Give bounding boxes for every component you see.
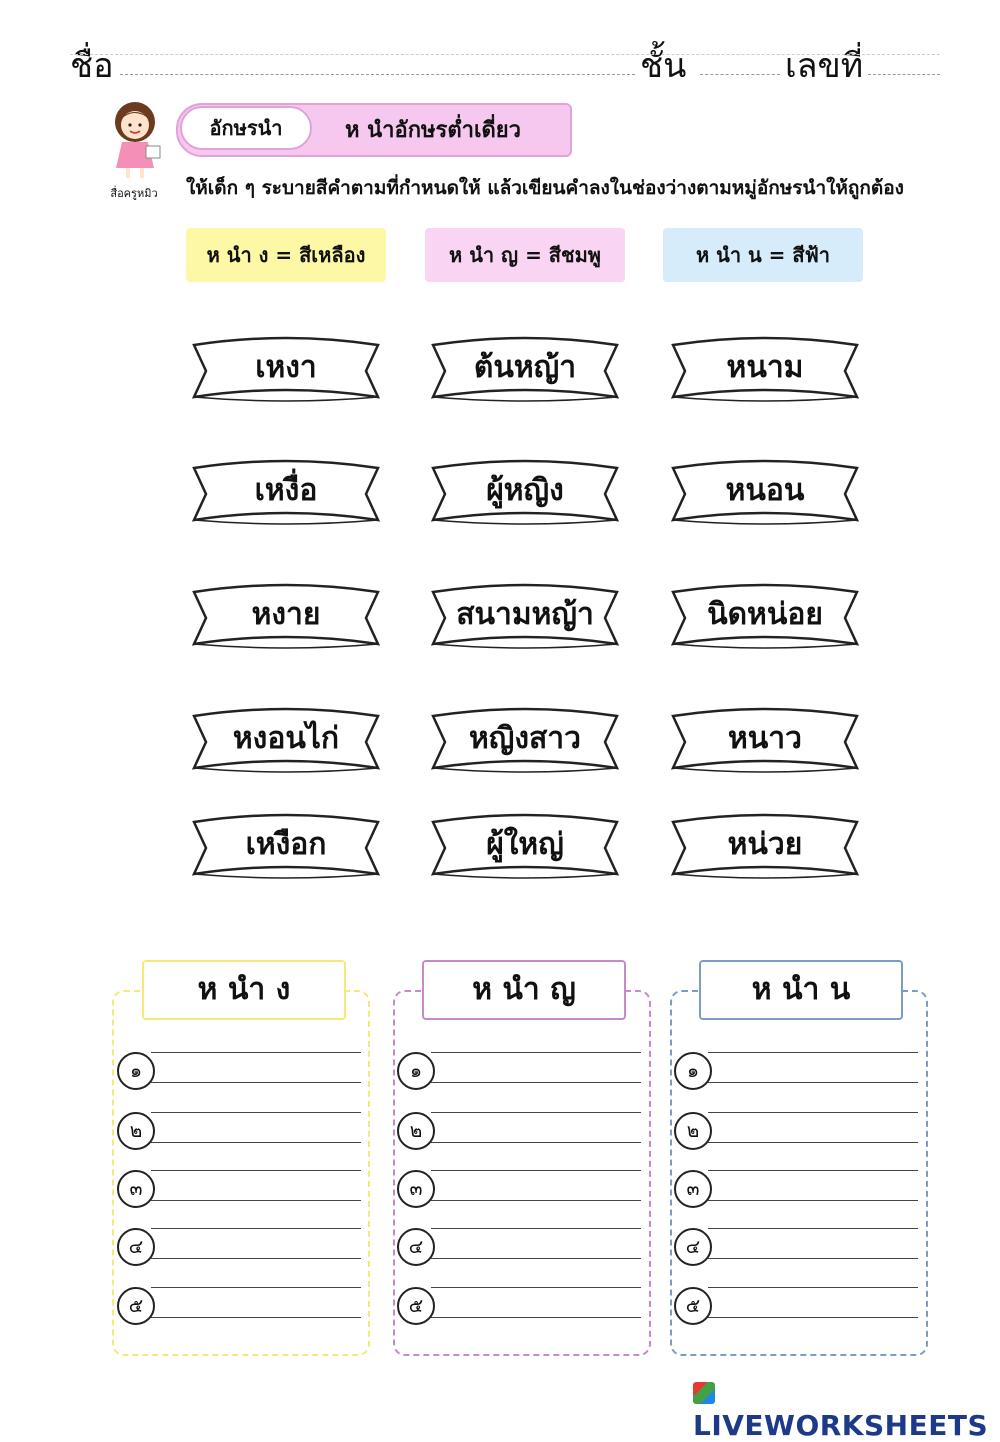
answer-line[interactable] (431, 1170, 641, 1171)
answer-row[interactable] (117, 1228, 361, 1268)
word-text: สนามหญ้า (456, 597, 594, 632)
answer-number: ๓ (397, 1170, 435, 1208)
word-text: เหงือก (245, 827, 327, 862)
answer-line[interactable] (708, 1287, 918, 1288)
word-text: หญิงสาว (469, 721, 581, 756)
word-text: หงอนไก่ (232, 721, 340, 756)
brand-text: LIVEWORKSHEETS (693, 1409, 989, 1442)
word-text: หนาว (728, 721, 802, 756)
title-text: ห นำอักษรต่ำเดี่ยว (344, 118, 522, 143)
answer-number: ๒ (397, 1112, 435, 1150)
answer-number: ๑ (397, 1052, 435, 1090)
answer-title-no: ห นำ น (699, 960, 903, 1020)
answer-row[interactable] (674, 1170, 918, 1210)
answer-line[interactable] (431, 1317, 641, 1318)
answer-row[interactable] (397, 1170, 641, 1210)
answer-row[interactable] (117, 1112, 361, 1152)
answer-number: ๔ (117, 1228, 155, 1266)
word-banner[interactable] (425, 456, 625, 530)
answer-number: ๕ (117, 1287, 155, 1325)
word-text: หน่วย (727, 827, 803, 862)
answer-line[interactable] (151, 1082, 361, 1083)
answer-line[interactable] (708, 1317, 918, 1318)
answer-line[interactable] (708, 1228, 918, 1229)
key-pink: ห นำ ญ = สีชมพู (425, 228, 625, 282)
liveworksheets-logo-icon (693, 1382, 715, 1404)
answer-number: ๒ (117, 1112, 155, 1150)
word-banner[interactable] (186, 456, 386, 530)
word-banner[interactable] (665, 810, 865, 884)
teacher-caption: สื่อครูหมิว (110, 187, 158, 200)
answer-row[interactable] (397, 1228, 641, 1268)
instruction-text: ให้เด็ก ๆ ระบายสีคำตามที่กำหนดให้ แล้วเขียนคำลงในช่องว่างตามหมู่อักษรนำให้ถูกต้อง (186, 177, 904, 199)
answer-row[interactable] (674, 1228, 918, 1268)
answer-row[interactable] (117, 1170, 361, 1210)
answer-line[interactable] (431, 1228, 641, 1229)
word-banner[interactable] (425, 704, 625, 778)
answer-line[interactable] (151, 1200, 361, 1201)
word-banner[interactable] (425, 810, 625, 884)
number-blank[interactable] (868, 74, 940, 75)
word-text: เหงื่อ (254, 473, 318, 508)
title-tag: อักษรนำ (180, 106, 312, 150)
word-banner[interactable] (186, 704, 386, 778)
answer-line[interactable] (431, 1082, 641, 1083)
liveworksheets-brand (693, 1376, 1000, 1442)
answer-title-ng: ห นำ ง (142, 960, 346, 1020)
teacher-mascot (100, 98, 170, 198)
word-banner[interactable] (665, 704, 865, 778)
answer-row[interactable] (397, 1287, 641, 1327)
answer-line[interactable] (151, 1052, 361, 1053)
class-label: ชั้น (640, 46, 687, 86)
header-guide-line (70, 54, 940, 55)
answer-row[interactable] (674, 1052, 918, 1092)
answer-number: ๑ (117, 1052, 155, 1090)
answer-line[interactable] (708, 1258, 918, 1259)
word-banner[interactable] (665, 333, 865, 407)
answer-row[interactable] (117, 1052, 361, 1092)
answer-number: ๔ (397, 1228, 435, 1266)
word-banner[interactable] (186, 810, 386, 884)
answer-line[interactable] (151, 1287, 361, 1288)
word-text: เหงา (255, 350, 317, 385)
name-label: ชื่อ (70, 46, 114, 86)
word-text: ผู้ใหญ่ (486, 827, 564, 862)
class-blank[interactable] (700, 74, 780, 75)
word-banner[interactable] (665, 456, 865, 530)
answer-line[interactable] (431, 1258, 641, 1259)
answer-title-yo: ห นำ ญ (422, 960, 626, 1020)
word-text: ผู้หญิง (486, 473, 564, 508)
answer-line[interactable] (151, 1112, 361, 1113)
key-blue: ห นำ น = สีฟ้า (663, 228, 863, 282)
answer-line[interactable] (708, 1142, 918, 1143)
answer-line[interactable] (431, 1112, 641, 1113)
answer-line[interactable] (708, 1200, 918, 1201)
answer-line[interactable] (431, 1052, 641, 1053)
answer-number: ๑ (674, 1052, 712, 1090)
word-text: หงาย (251, 597, 321, 632)
answer-row[interactable] (397, 1052, 641, 1092)
answer-line[interactable] (151, 1258, 361, 1259)
answer-line[interactable] (708, 1052, 918, 1053)
number-label: เลขที่ (785, 46, 864, 86)
answer-number: ๕ (397, 1287, 435, 1325)
answer-row[interactable] (117, 1287, 361, 1327)
answer-line[interactable] (151, 1317, 361, 1318)
name-blank[interactable] (120, 74, 635, 75)
word-banner[interactable] (186, 580, 386, 654)
answer-line[interactable] (151, 1228, 361, 1229)
key-yellow: ห นำ ง = สีเหลือง (186, 228, 386, 282)
answer-number: ๓ (674, 1170, 712, 1208)
answer-row[interactable] (674, 1112, 918, 1152)
answer-line[interactable] (708, 1112, 918, 1113)
answer-line[interactable] (708, 1170, 918, 1171)
word-banner[interactable] (425, 333, 625, 407)
word-banner[interactable] (186, 333, 386, 407)
answer-line[interactable] (151, 1170, 361, 1171)
word-banner[interactable] (665, 580, 865, 654)
answer-line[interactable] (431, 1200, 641, 1201)
answer-line[interactable] (708, 1082, 918, 1083)
answer-line[interactable] (431, 1287, 641, 1288)
word-text: ต้นหญ้า (473, 350, 577, 385)
answer-number: ๒ (674, 1112, 712, 1150)
answer-number: ๓ (117, 1170, 155, 1208)
word-text: หนาม (726, 350, 804, 385)
word-text: นิดหน่อย (707, 597, 823, 632)
answer-line[interactable] (151, 1142, 361, 1143)
answer-number: ๕ (674, 1287, 712, 1325)
answer-row[interactable] (397, 1112, 641, 1152)
word-banner[interactable] (425, 580, 625, 654)
answer-line[interactable] (431, 1142, 641, 1143)
word-text: หนอน (725, 473, 805, 508)
answer-number: ๔ (674, 1228, 712, 1266)
answer-row[interactable] (674, 1287, 918, 1327)
